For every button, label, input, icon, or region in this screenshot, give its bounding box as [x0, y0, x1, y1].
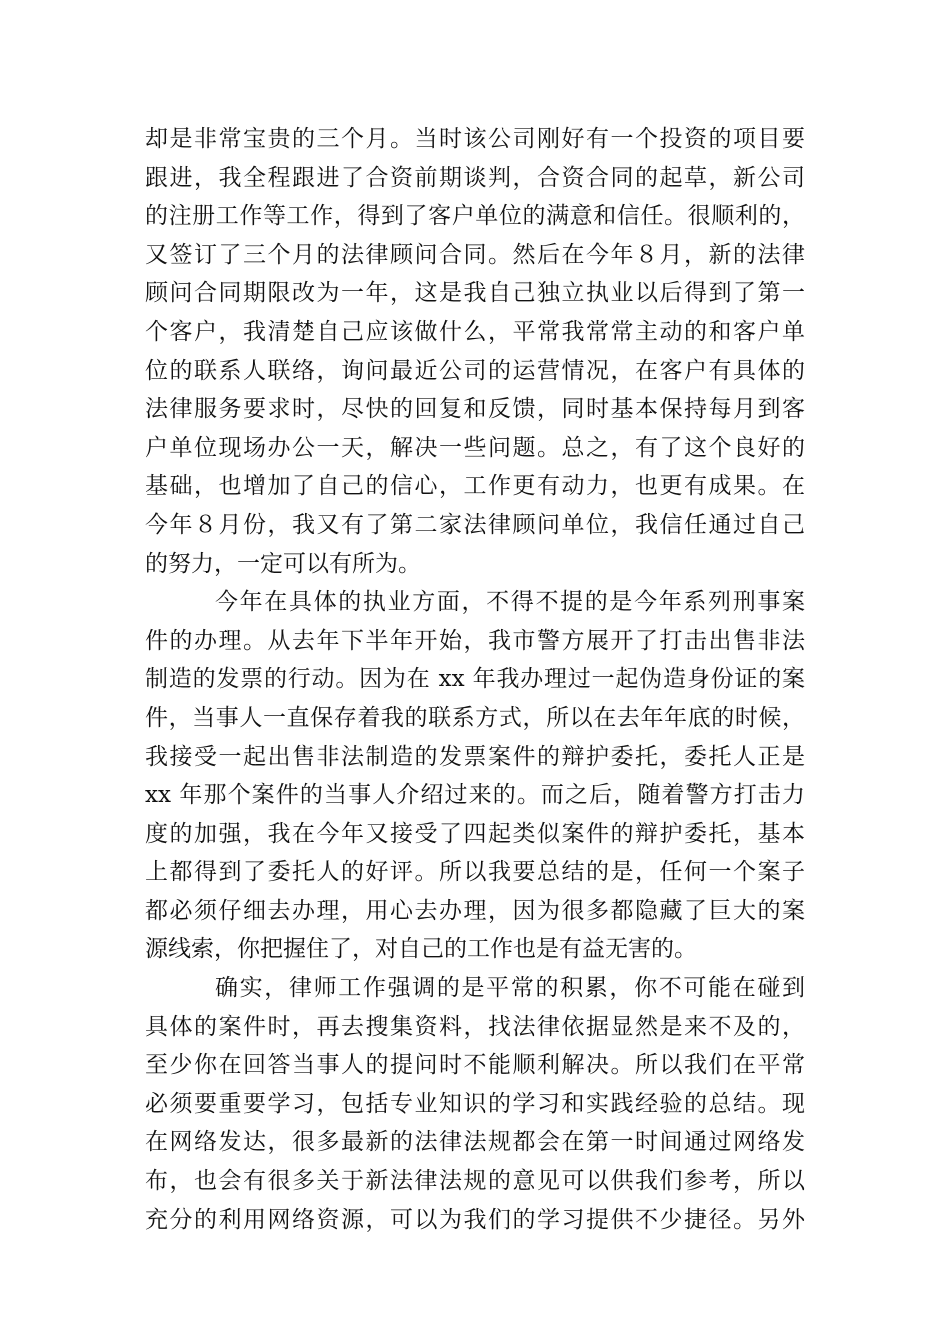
- paragraph-1: [145, 120, 805, 583]
- text-line: 户单位现场办公一天，解决一些问题。总之，有了这个良好的: [145, 434, 805, 461]
- text-line: xx 年那个案件的当事人介绍过来的。而之后，随着警方打击力: [145, 782, 805, 809]
- text-line: 件的办理。从去年下半年开始，我市警方展开了打击出售非法: [145, 627, 805, 654]
- text-line: 的努力，一定可以有所为。: [145, 550, 421, 577]
- text-line: 法律服务要求时，尽快的回复和反馈，同时基本保持每月到客: [145, 396, 805, 423]
- paragraph-2: [145, 583, 805, 969]
- text-line: 件，当事人一直保存着我的联系方式，所以在去年年底的时候，: [145, 704, 805, 731]
- text-line: 跟进，我全程跟进了合资前期谈判，合资合同的起草，新公司: [145, 164, 805, 191]
- text-line: 却是非常宝贵的三个月。当时该公司刚好有一个投资的项目要: [145, 126, 805, 152]
- paragraph-3: [145, 969, 805, 1239]
- text-line: 充分的利用网络资源，可以为我们的学习提供不少捷径。另外: [145, 1206, 805, 1233]
- text-line: 度的加强，我在今年又接受了四起类似案件的辩护委托，基本: [145, 820, 805, 847]
- text-line: 今年８月份，我又有了第二家法律顾问单位，我信任通过自己: [145, 511, 805, 538]
- body-text: [145, 120, 805, 1239]
- text-line: 具体的案件时，再去搜集资料，找法律依据显然是来不及的，: [145, 1013, 805, 1040]
- text-line: 都必须仔细去办理，用心去办理，因为很多都隐藏了巨大的案: [145, 897, 805, 924]
- text-line: 必须要重要学习，包括专业知识的学习和实践经验的总结。现: [145, 1090, 805, 1117]
- text-line: 源线索，你把握住了，对自己的工作也是有益无害的。: [145, 936, 697, 963]
- text-line: 又签订了三个月的法律顾问合同。然后在今年８月，新的法律: [145, 241, 805, 268]
- text-line: 今年在具体的执业方面，不得不提的是今年系列刑事案: [215, 589, 805, 616]
- text-line: 的注册工作等工作，得到了客户单位的满意和信任。很顺利的，: [145, 203, 805, 230]
- text-line: 制造的发票的行动。因为在 xx 年我办理过一起伪造身份证的案: [145, 666, 805, 693]
- text-line: 基础，也增加了自己的信心，工作更有动力，也更有成果。在: [145, 473, 805, 500]
- text-line: 确实，律师工作强调的是平常的积累，你不可能在碰到: [215, 975, 805, 1002]
- text-line: 上都得到了委托人的好评。所以我要总结的是，任何一个案子: [145, 859, 805, 886]
- text-line: 布，也会有很多关于新法律法规的意见可以供我们参考，所以: [145, 1168, 805, 1195]
- text-line: 至少你在回答当事人的提问时不能顺利解决。所以我们在平常: [145, 1052, 805, 1079]
- text-line: 在网络发达，很多最新的法律法规都会在第一时间通过网络发: [145, 1129, 805, 1156]
- text-line: 个客户，我清楚自己应该做什么，平常我常常主动的和客户单: [145, 318, 805, 345]
- text-line: 我接受一起出售非法制造的发票案件的辩护委托，委托人正是: [145, 743, 805, 770]
- text-line: 顾问合同期限改为一年，这是我自己独立执业以后得到了第一: [145, 280, 805, 307]
- text-line: 位的联系人联络，询问最近公司的运营情况，在客户有具体的: [145, 357, 805, 384]
